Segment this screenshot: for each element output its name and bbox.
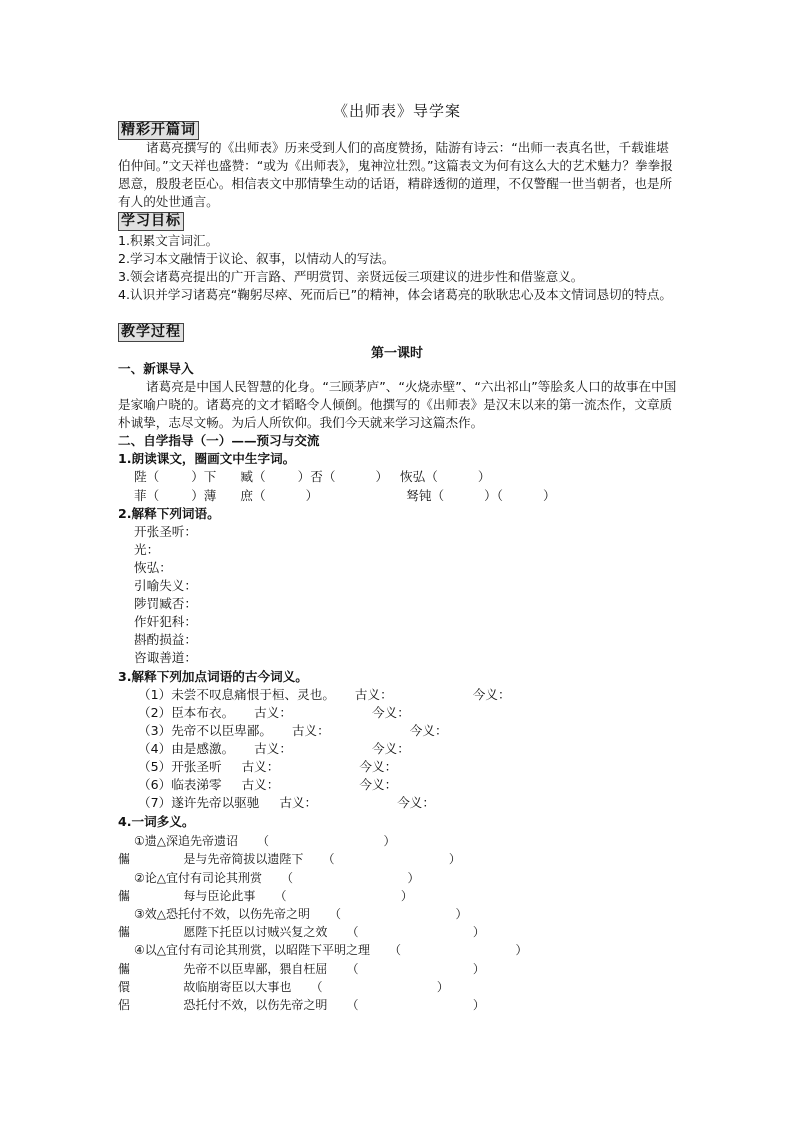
q4-item: ③效△恐托付不效，以伤先帝之明 （ ） (134, 907, 468, 921)
section-heading-goals: 学习目标 (118, 212, 184, 231)
intro-paragraph: 诸葛亮撰写的《出师表》历来受到人们的高度赞扬，陆游有诗云：“出师一表真名世，千载谁堪伯仲间。”文天祥也盛赞：“或为《出师表》，鬼神泣壮烈。”这篇表文为何有这么大的艺术魅力？拳拳报恩意，殷殷老臣心。相信表文中那情挚生动的话语，精辟透彻的道理，不仅警醒一世当朝者，也是所有人的处世通言。 (118, 140, 673, 209)
q3-item: （6）临表涕零 古义： 今义： (138, 777, 398, 792)
goal-item: 2.学习本文融情于议论、叙事，以情动人的写法。 (118, 251, 395, 266)
q3-heading: 3.解释下列加点词语的古今词义。 (118, 669, 308, 684)
q4-item: ②论△宜付有司论其刑赏 （ ） (134, 871, 420, 885)
q2-item: 斟酌损益： (134, 632, 197, 647)
q4-item: 侶 恐托付不效，以伤先帝之明 （ ） (118, 998, 485, 1012)
lesson-title: 第一课时 (370, 346, 423, 361)
section-heading-intro: 精彩开篇词 (118, 121, 199, 140)
part1-paragraph: 诸葛亮是中国人民智慧的化身。“三顾茅庐”、“火烧赤壁”、“六出祁山”等脍炙人口的故事在中国是家喻户晓的。诸葛亮的文才韬略令人倾倒。他撰写的《出师表》是汉末以来的第一流杰作，文章质朴诚挚，志尽文畅。为后人所钦仰。我们今天就来学习这篇杰作。 (118, 379, 677, 430)
q3-item: （3）先帝不以臣卑鄙。 古义： 今义： (138, 723, 448, 738)
q2-item: 光： (134, 542, 160, 557)
q3-item: （2）臣本布衣。 古义： 今义： (138, 705, 410, 720)
q2-item: 陟罚臧否： (134, 596, 197, 611)
q4-item: ④以△宜付有司论其刑赏，以昭陛下平明之理 （ ） (134, 943, 528, 957)
q4-item: 儶 愿陛下托臣以讨贼兴复之效 （ ） (118, 925, 485, 939)
q2-item: 开张圣听： (134, 524, 197, 539)
q2-item: 引喻失义： (134, 578, 197, 593)
q3-item: （1）未尝不叹息痛恨于桓、灵也。 古义： 今义： (138, 687, 511, 702)
q1-row: 菲（ ）薄 庶（ ） 驽钝（ ）（ ） (134, 488, 556, 503)
q3-item: （7）遂许先帝以驱驰 古义： 今义： (138, 795, 435, 810)
q1-heading: 1.朗读课文，圈画文中生字词。 (118, 451, 296, 466)
q4-heading: 4.一词多义。 (118, 814, 195, 829)
q4-item: ①遗△深追先帝遗诏 （ ） (134, 834, 396, 848)
part2-heading: 二、自学指导（一）——预习与交流 (118, 433, 320, 448)
q4-item: 儶 先帝不以臣卑鄙，猥自枉屈 （ ） (118, 962, 485, 976)
q4-item: 儶 是与先帝简拔以遗陛下 （ ） (118, 852, 461, 866)
q4-item: 儶 每与臣论此事 （ ） (118, 889, 413, 903)
q2-heading: 2.解释下列词语。 (118, 506, 220, 521)
q2-item: 作奸犯科： (134, 614, 197, 629)
part1-heading: 一、新课导入 (118, 361, 194, 376)
goal-item: 3.领会诸葛亮提出的广开言路、严明赏罚、亲贤远佞三项建议的进步性和借鉴意义。 (118, 269, 584, 284)
q2-item: 恢弘： (134, 560, 172, 575)
q2-item: 咨诹善道： (134, 650, 197, 665)
q4-item: 儇 故临崩寄臣以大事也 （ ） (118, 980, 449, 994)
q3-item: （4）由是感激。 古义： 今义： (138, 741, 410, 756)
section-heading-process: 教学过程 (118, 323, 184, 342)
q1-row: 陛（ ）下 臧（ ）否（ ） 恢弘（ ） (134, 469, 491, 484)
q3-item: （5）开张圣听 古义： 今义： (138, 759, 398, 774)
goal-item: 1.积累文言词汇。 (118, 233, 219, 248)
document-title: 《出师表》导学案 (332, 102, 461, 120)
goal-item: 4.认识并学习诸葛亮“鞠躬尽瘁、死而后已”的精神，体会诸葛亮的耿耿忠心及本文情词恳切的特点。 (118, 287, 673, 302)
